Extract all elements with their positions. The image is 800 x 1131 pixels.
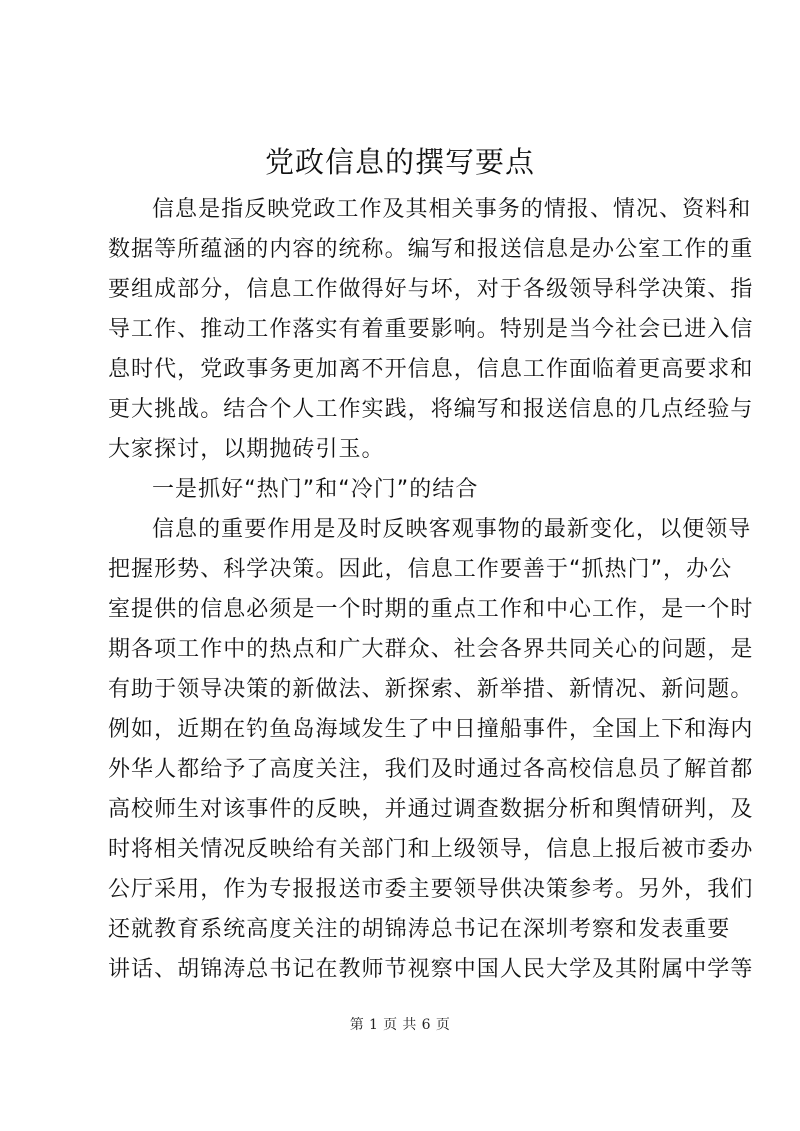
paragraph-line: 有助于领导决策的新做法、新探索、新举措、新情况、新问题。: [108, 677, 754, 702]
paragraph-line: 例如，近期在钓鱼岛海域发生了中日撞船事件，全国上下和海内: [108, 717, 754, 742]
paragraph-line: 息时代，党政事务更加离不开信息，信息工作面临着更高要求和: [108, 357, 754, 382]
paragraph-line: 大家探讨，以期抛砖引玉。: [108, 437, 385, 462]
paragraph-line: 信息的重要作用是及时反映客观事物的最新变化，以便领导: [152, 517, 752, 542]
page-footer: 第 1 页 共 6 页: [349, 1017, 451, 1033]
paragraph-line: 期各项工作中的热点和广大群众、社会各界共同关心的问题，是: [108, 637, 754, 662]
paragraph-line: 高校师生对该事件的反映，并通过调查数据分析和舆情研判，及: [108, 797, 754, 822]
paragraph-line: 时将相关情况反映给有关部门和上级领导，信息上报后被市委办: [108, 837, 754, 862]
paragraph-line: 更大挑战。结合个人工作实践，将编写和报送信息的几点经验与: [108, 397, 754, 422]
paragraph-line: 公厅采用，作为专报报送市委主要领导供决策参考。另外，我们: [108, 877, 754, 902]
paragraph-line: 室提供的信息必须是一个时期的重点工作和中心工作，是一个时: [108, 597, 754, 622]
paragraph-line: 外华人都给予了高度关注，我们及时通过各高校信息员了解首都: [108, 757, 754, 782]
paragraph-line: 要组成部分，信息工作做得好与坏，对于各级领导科学决策、指: [108, 277, 754, 302]
section-heading: 一是抓好“热门”和“冷门”的结合: [152, 477, 479, 502]
paragraph-line: 数据等所蕴涵的内容的统称。编写和报送信息是办公室工作的重: [108, 237, 754, 262]
paragraph-line: 把握形势、科学决策。因此，信息工作要善于“抓热门”，办公: [108, 557, 733, 582]
paragraph-line: 还就教育系统高度关注的胡锦涛总书记在深圳考察和发表重要: [108, 917, 731, 942]
paragraph-line: 讲话、胡锦涛总书记在教师节视察中国人民大学及其附属中学等: [108, 957, 754, 982]
paragraph-line: 信息是指反映党政工作及其相关事务的情报、情况、资料和: [152, 197, 752, 222]
paragraph-line: 导工作、推动工作落实有着重要影响。特别是当今社会已进入信: [108, 317, 754, 342]
document-title: 党政信息的撰写要点: [264, 145, 535, 179]
